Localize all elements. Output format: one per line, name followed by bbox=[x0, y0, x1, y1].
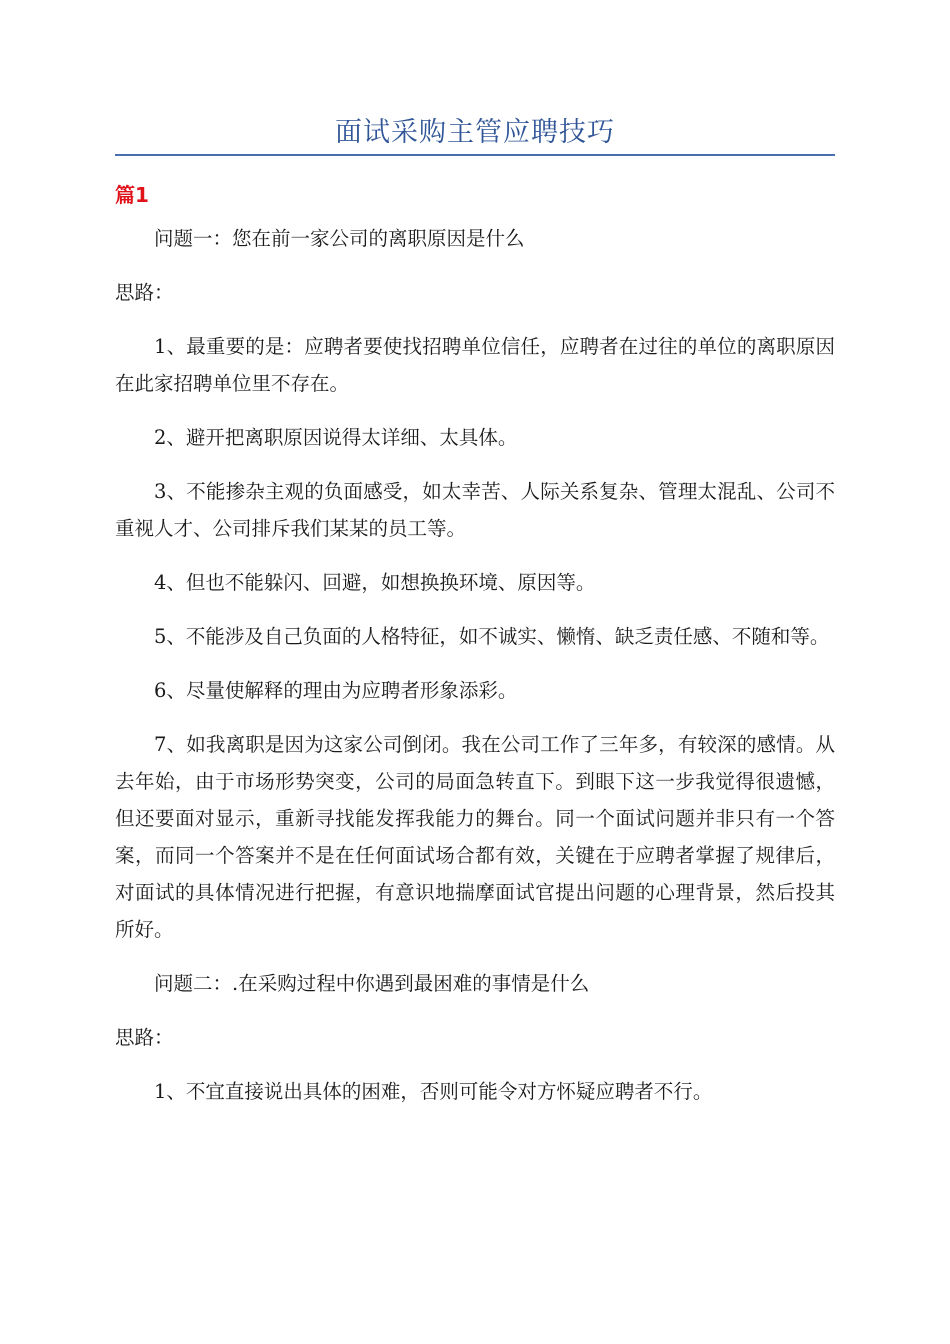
title-underline bbox=[115, 154, 835, 156]
paragraph-point: 1、不宜直接说出具体的困难，否则可能令对方怀疑应聘者不行。 bbox=[154, 1080, 713, 1103]
paragraph-point: 3、不能掺杂主观的负面感受，如太幸苦、人际关系复杂、管理太混乱、公司不重视人才、公司排斥我们某某的员工等。 bbox=[115, 480, 835, 540]
paragraph-point: 6、尽量使解释的理由为应聘者形象添彩。 bbox=[154, 679, 518, 702]
paragraph-point: 1、最重要的是：应聘者要使找招聘单位信任，应聘者在过往的单位的离职原因在此家招聘单位里不存在。 bbox=[115, 335, 835, 395]
section-heading: 篇1 bbox=[115, 183, 149, 207]
paragraph-question-2: 问题二：.在采购过程中你遇到最困难的事情是什么 bbox=[154, 972, 590, 995]
document-body bbox=[115, 220, 835, 1127]
paragraph-point: 5、不能涉及自己负面的人格特征，如不诚实、懒惰、缺乏责任感、不随和等。 bbox=[154, 625, 830, 648]
document-title: 面试采购主管应聘技巧 bbox=[335, 117, 615, 148]
paragraph-approach-label: 思路： bbox=[115, 281, 174, 304]
paragraph-point: 7、如我离职是因为这家公司倒闭。我在公司工作了三年多，有较深的感情。从去年始，由于市场形势突变，公司的局面急转直下。到眼下这一步我觉得很遗憾，但还要面对显示，重新寻找能发挥我能力的舞台。同一个面试问题并非只有一个答案，而同一个答案并不是在任何面试场合都有效，关键在于应聘者掌握了规律后，对面试的具体情况进行把握，有意识地揣摩面试官提出问题的心理背景，然后投其所好。 bbox=[115, 733, 835, 941]
paragraph-question-1: 问题一：您在前一家公司的离职原因是什么 bbox=[154, 227, 525, 250]
paragraph-approach-label: 思路： bbox=[115, 1026, 174, 1049]
paragraph-point: 4、但也不能躲闪、回避，如想换换环境、原因等。 bbox=[154, 571, 596, 594]
paragraph-point: 2、避开把离职原因说得太详细、太具体。 bbox=[154, 426, 518, 449]
